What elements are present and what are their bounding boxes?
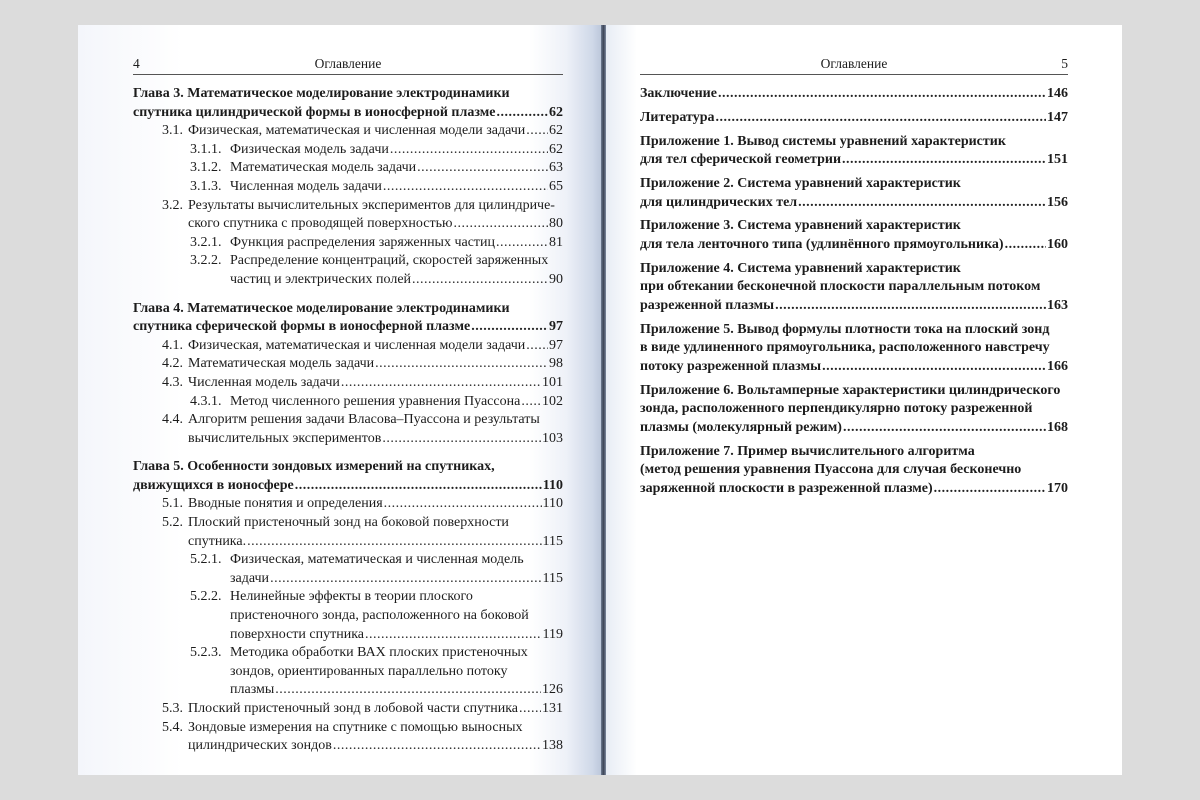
entry-line <box>640 443 1068 462</box>
entry-title[interactable]: движущихся в ионосфере <box>133 477 294 493</box>
entry-line <box>188 355 563 374</box>
entry-line <box>133 477 563 496</box>
dot-leader <box>471 318 548 337</box>
dot-leader <box>365 626 542 645</box>
entry-line <box>640 260 1068 279</box>
dot-leader <box>270 570 541 589</box>
entry-title[interactable]: Распределение концентраций, скоростей заряженных <box>230 253 549 269</box>
entry-line <box>230 607 563 626</box>
section-entry[interactable] <box>133 159 563 178</box>
entry-page-number[interactable]: 138 <box>542 738 563 754</box>
entry-title[interactable]: поверхности спутника <box>230 626 365 642</box>
entry-title[interactable]: зондов, ориентированных параллельно потоку <box>230 663 508 679</box>
entry-page-number[interactable]: 63 <box>549 160 563 176</box>
entry-title[interactable]: спутника сферической формы в ионосферной плазме <box>133 319 471 335</box>
entry-page-number[interactable]: 166 <box>1047 358 1068 374</box>
entry-line <box>188 719 563 738</box>
entry-title[interactable]: Физическая, математическая и численная модель <box>230 552 524 568</box>
entry-page-number[interactable]: 168 <box>1047 419 1068 435</box>
entry-page-number[interactable]: 65 <box>549 178 563 194</box>
entry-page-number[interactable]: 163 <box>1047 297 1068 313</box>
entry-title[interactable]: в виде удлиненного прямоугольника, расположенного навстречу <box>640 340 1050 356</box>
entry-line <box>640 480 1068 499</box>
dot-leader <box>496 234 548 253</box>
entry-number: 4.3.1. <box>190 393 222 409</box>
entry-title[interactable]: Методика обработки ВАХ плоских пристеночных <box>230 645 528 661</box>
entry-title[interactable]: Алгоритм решения задачи Власова–Пуассона и результаты <box>188 412 540 428</box>
entry-title[interactable]: для тел сферической геометрии <box>640 152 842 168</box>
entry-title[interactable]: Вводные понятия и определения <box>188 496 383 512</box>
entry-page-number[interactable]: 97 <box>549 319 563 335</box>
entry-line <box>133 85 563 104</box>
entry-line <box>230 141 563 160</box>
entry-number: 5.4. <box>162 719 183 735</box>
dot-leader <box>521 393 541 412</box>
entry-line <box>188 197 563 216</box>
entry-number: 3.1.2. <box>190 160 222 176</box>
entry-title[interactable]: зонда, расположенного перпендикулярно потоку разреженной <box>640 401 1033 417</box>
entry-page-number[interactable]: 97 <box>549 337 563 353</box>
entry-title[interactable]: Зондовые измерения на спутнике с помощью выносных <box>188 719 523 735</box>
entry-page-number[interactable]: 151 <box>1047 152 1068 168</box>
section-entry[interactable] <box>133 122 563 141</box>
entry-title[interactable]: Приложение 4. Система уравнений характеристик <box>640 260 961 276</box>
entry-title[interactable]: Приложение 7. Пример вычислительного алгоритма <box>640 443 975 459</box>
entry-line <box>230 644 563 663</box>
entry-title[interactable]: Литература <box>640 109 715 125</box>
entry-line <box>230 234 563 253</box>
entry-page-number[interactable]: 62 <box>549 104 563 120</box>
entry-line <box>230 588 563 607</box>
entry-number: 4.1. <box>162 337 183 353</box>
entry-line <box>188 737 563 756</box>
entry-line <box>640 419 1068 438</box>
entry-title[interactable]: Глава 4. Математическое моделирование электродинамики <box>133 300 510 316</box>
entry-title[interactable]: Функция распределения заряженных частиц <box>230 234 496 250</box>
entry-page-number[interactable]: 126 <box>542 682 563 698</box>
entry-line <box>230 551 563 570</box>
entry-title[interactable]: Математическая модель задачи <box>230 160 417 176</box>
entry-line <box>133 300 563 319</box>
running-title: Оглавление <box>820 56 888 71</box>
section-entry[interactable] <box>133 393 563 412</box>
entry-title[interactable]: Численная модель задачи <box>230 178 382 194</box>
appendix-entry[interactable] <box>640 175 1068 212</box>
entry-number: 5.1. <box>162 496 183 512</box>
entry-line <box>640 461 1068 480</box>
entry-title[interactable]: для цилиндрических тел <box>640 194 798 210</box>
chapter-entry[interactable] <box>133 458 563 495</box>
entry-line <box>188 374 563 393</box>
entry-line <box>230 393 563 412</box>
entry-page-number[interactable]: 102 <box>542 393 563 409</box>
table-of-contents <box>133 85 563 756</box>
right-page <box>640 25 1068 504</box>
entry-title[interactable]: разреженной плазмы <box>640 297 775 313</box>
dot-leader <box>822 358 1046 377</box>
entry-number: 3.2. <box>162 197 183 213</box>
entry-line <box>188 430 563 449</box>
dot-leader <box>384 495 542 514</box>
appendix-entry[interactable] <box>640 133 1068 170</box>
entry-line <box>640 358 1068 377</box>
running-head <box>133 54 563 75</box>
entry-page-number[interactable]: 62 <box>549 123 563 139</box>
entry-number: 5.3. <box>162 701 183 716</box>
entry-line <box>133 458 563 477</box>
entry-title[interactable]: задачи <box>230 570 270 586</box>
entry-line <box>640 175 1068 194</box>
entry-number: 3.1. <box>162 123 183 139</box>
appendix-entry[interactable] <box>640 109 1068 128</box>
entry-page-number[interactable]: 81 <box>549 234 563 250</box>
entry-line <box>188 700 563 719</box>
entry-number: 4.4. <box>162 412 183 428</box>
book-spread <box>78 25 1122 775</box>
entry-title[interactable]: частиц и электрических полей <box>230 271 412 287</box>
entry-line <box>640 321 1068 340</box>
entry-page-number[interactable]: 131 <box>542 701 563 716</box>
entry-page-number[interactable]: 170 <box>1047 480 1068 496</box>
dot-leader <box>934 480 1046 499</box>
section-entry[interactable] <box>133 495 563 514</box>
entry-number: 4.3. <box>162 374 183 390</box>
appendix-entry[interactable] <box>640 382 1068 438</box>
page-number: 4 <box>133 56 140 71</box>
section-entry[interactable] <box>133 588 563 644</box>
entry-title[interactable]: Приложение 6. Вольтамперные характеристики цилиндрического <box>640 382 1061 398</box>
entry-page-number[interactable]: 101 <box>542 374 563 390</box>
dot-leader <box>390 141 548 160</box>
section-entry[interactable] <box>133 141 563 160</box>
appendix-entry[interactable] <box>640 443 1068 499</box>
entry-line <box>230 271 563 290</box>
running-title: Оглавление <box>314 56 382 71</box>
entry-title[interactable]: пристеночного зонда, расположенного на боковой <box>230 608 529 624</box>
entry-line <box>230 663 563 682</box>
section-entry[interactable] <box>133 411 563 448</box>
entry-page-number[interactable]: 80 <box>549 216 563 232</box>
entry-number: 5.2.1. <box>190 552 222 568</box>
dot-leader <box>453 215 548 234</box>
entry-page-number[interactable]: 160 <box>1047 236 1068 252</box>
chapter-section <box>133 458 563 756</box>
entry-title[interactable]: Глава 5. Особенности зондовых измерений на спутниках, <box>133 459 495 475</box>
entry-page-number[interactable]: 115 <box>542 533 563 549</box>
entry-number: 5.2. <box>162 515 183 531</box>
entry-number: 5.2.2. <box>190 589 222 605</box>
entry-title[interactable]: Физическая модель задачи <box>230 141 389 157</box>
appendix-entry[interactable] <box>640 260 1068 316</box>
appendix-entry[interactable] <box>640 321 1068 377</box>
entry-line <box>640 297 1068 316</box>
entry-title[interactable]: плазмы (молекулярный режим) <box>640 419 842 435</box>
dot-leader <box>333 737 541 756</box>
entry-title[interactable]: Приложение 1. Вывод системы уравнений характеристик <box>640 133 1006 149</box>
entry-title[interactable]: спутника. <box>188 533 247 549</box>
dot-leader <box>519 700 541 719</box>
entry-number: 3.1.3. <box>190 178 222 194</box>
entry-line <box>640 133 1068 152</box>
entry-title[interactable]: Нелинейные эффекты в теории плоского <box>230 589 473 605</box>
dot-leader <box>275 681 541 700</box>
entry-line <box>640 339 1068 358</box>
entry-title[interactable]: при обтекании бесконечной плоскости параллельным потоком <box>640 279 1041 295</box>
page-number: 5 <box>1061 56 1068 71</box>
section-entry[interactable] <box>133 197 563 234</box>
entry-line <box>188 122 563 141</box>
chapter-entry[interactable] <box>133 300 563 337</box>
entry-line <box>640 151 1068 170</box>
entry-line <box>640 194 1068 213</box>
entry-line <box>230 159 563 178</box>
entry-line <box>640 278 1068 297</box>
appendix-entry[interactable] <box>640 85 1068 104</box>
entry-number: 5.2.3. <box>190 645 222 661</box>
entry-title[interactable]: Метод численного решения уравнения Пуассона <box>230 393 521 409</box>
section-entry[interactable] <box>133 252 563 289</box>
dot-leader <box>382 430 541 449</box>
entry-line <box>640 217 1068 236</box>
section-entry[interactable] <box>133 355 563 374</box>
dot-leader <box>526 337 548 356</box>
entry-line <box>640 236 1068 255</box>
entry-title[interactable]: Глава 3. Математическое моделирование электродинамики <box>133 86 510 101</box>
chapter-entry[interactable] <box>133 85 563 122</box>
dot-leader <box>1005 236 1046 255</box>
entry-title[interactable]: Численная модель задачи <box>188 374 340 390</box>
entry-title[interactable]: Результаты вычислительных экспериментов для цилиндриче- <box>188 197 555 213</box>
entry-page-number[interactable]: 146 <box>1047 86 1068 101</box>
dot-leader <box>412 271 548 290</box>
entry-page-number[interactable]: 156 <box>1047 194 1068 210</box>
entry-title[interactable]: цилиндрических зондов <box>188 738 332 754</box>
entry-title[interactable]: вычислительных экспериментов <box>188 430 382 446</box>
dot-leader <box>383 178 548 197</box>
entry-line <box>230 570 563 589</box>
entry-page-number[interactable]: 115 <box>542 570 563 586</box>
section-entry[interactable] <box>133 514 563 551</box>
dot-leader <box>497 104 548 123</box>
entry-line <box>188 495 563 514</box>
entry-title[interactable]: Заключение <box>640 86 717 101</box>
entry-line <box>230 626 563 645</box>
entry-title[interactable]: Математическая модель задачи <box>188 356 375 372</box>
dot-leader <box>295 477 542 496</box>
entry-title[interactable]: Приложение 2. Система уравнений характеристик <box>640 175 961 191</box>
entry-title[interactable]: Физическая, математическая и численная модели задачи <box>188 123 526 139</box>
entry-line <box>188 533 563 552</box>
entry-line <box>640 85 1068 104</box>
entry-line <box>230 681 563 700</box>
entry-number: 3.1.1. <box>190 141 222 157</box>
dot-leader <box>775 297 1046 316</box>
dot-leader <box>716 109 1047 128</box>
dot-leader <box>417 159 548 178</box>
entry-title[interactable]: спутника цилиндрической формы в ионосферной плазме <box>133 104 496 120</box>
chapter-section <box>133 85 563 290</box>
left-page <box>133 25 563 756</box>
chapter-section <box>133 300 563 449</box>
dot-leader <box>247 533 541 552</box>
entry-line <box>640 109 1068 128</box>
entry-line <box>133 104 563 123</box>
dot-leader <box>843 419 1046 438</box>
entry-page-number[interactable]: 147 <box>1047 109 1068 125</box>
dot-leader <box>526 122 548 141</box>
entry-page-number[interactable]: 62 <box>549 141 563 157</box>
entry-title[interactable]: Плоский пристеночный зонд на боковой поверхности <box>188 515 509 531</box>
dot-leader <box>798 194 1046 213</box>
entry-title[interactable]: (метод решения уравнения Пуассона для случая бесконечно <box>640 462 1022 478</box>
entry-title[interactable]: Физическая, математическая и численная модели задачи <box>188 337 526 353</box>
entry-line <box>230 178 563 197</box>
dot-leader <box>375 355 548 374</box>
running-head <box>640 54 1068 75</box>
entry-title[interactable]: потоку разреженной плазмы <box>640 358 822 374</box>
dot-leader <box>341 374 541 393</box>
entry-page-number[interactable]: 90 <box>549 271 563 287</box>
entry-title[interactable]: заряженной плоскости в разреженной плазме) <box>640 480 933 496</box>
entry-title[interactable]: Приложение 3. Система уравнений характеристик <box>640 218 961 234</box>
entry-line <box>188 337 563 356</box>
entry-title[interactable]: плазмы <box>230 682 275 698</box>
entry-page-number[interactable]: 103 <box>542 430 563 446</box>
entry-title[interactable]: для тела ленточного типа (удлинённого прямоугольника) <box>640 236 1004 252</box>
entry-page-number[interactable]: 110 <box>542 496 563 512</box>
appendix-entry[interactable] <box>640 217 1068 254</box>
entry-line <box>230 252 563 271</box>
entry-page-number[interactable]: 110 <box>542 477 563 493</box>
entry-title[interactable]: Приложение 5. Вывод формулы плотности тока на плоский зонд <box>640 321 1050 337</box>
entry-line <box>188 215 563 234</box>
entry-line <box>133 318 563 337</box>
dot-leader <box>718 85 1046 104</box>
section-entry[interactable] <box>133 551 563 588</box>
section-entry[interactable] <box>133 644 563 700</box>
entry-line <box>188 411 563 430</box>
entry-title[interactable]: ского спутника с проводящей поверхностью <box>188 216 453 232</box>
dot-leader <box>842 151 1046 170</box>
section-entry[interactable] <box>133 178 563 197</box>
section-entry[interactable] <box>133 337 563 356</box>
section-entry[interactable] <box>133 234 563 253</box>
entry-page-number[interactable]: 98 <box>549 356 563 372</box>
entry-page-number[interactable]: 119 <box>542 626 563 642</box>
entry-number: 3.2.2. <box>190 253 222 269</box>
entry-line <box>640 382 1068 401</box>
table-of-contents <box>640 85 1068 498</box>
section-entry[interactable] <box>133 700 563 719</box>
entry-number: 3.2.1. <box>190 234 222 250</box>
section-entry[interactable] <box>133 374 563 393</box>
entry-number: 4.2. <box>162 356 183 372</box>
entry-title[interactable]: Плоский пристеночный зонд в лобовой части спутника <box>188 701 519 716</box>
section-entry[interactable] <box>133 719 563 756</box>
entry-line <box>640 400 1068 419</box>
entry-line <box>188 514 563 533</box>
